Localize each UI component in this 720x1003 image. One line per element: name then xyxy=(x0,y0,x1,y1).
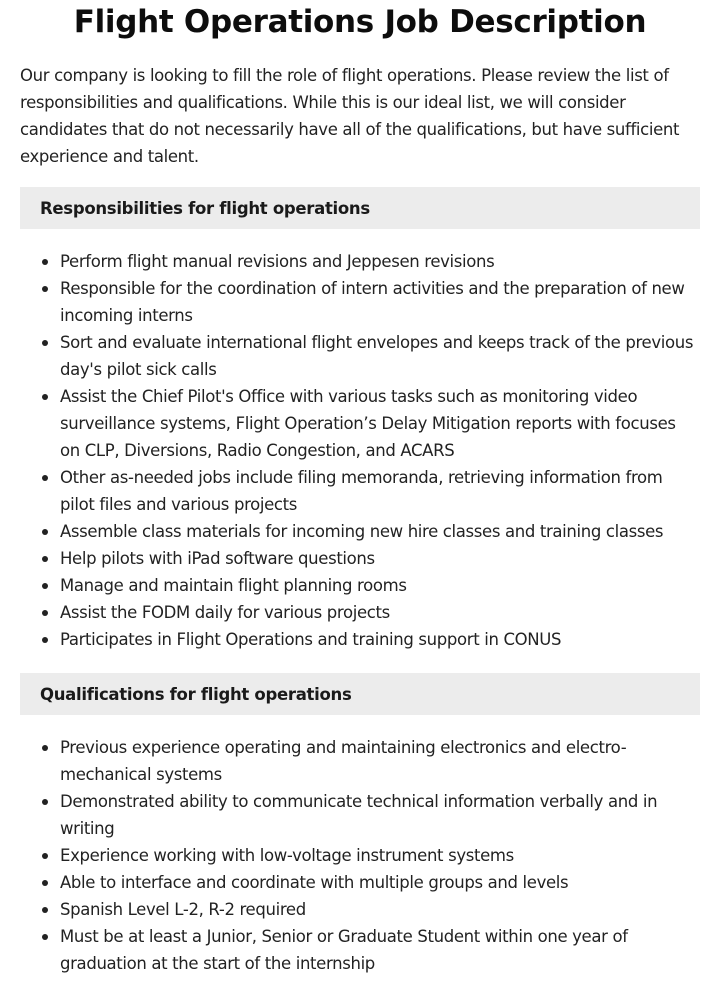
list-item: Participates in Flight Operations and training support in CONUS xyxy=(60,626,700,653)
list-item: Assemble class materials for incoming new hire classes and training classes xyxy=(60,518,700,545)
list-item: Previous experience operating and maintaining electronics and electro-mechanical systems xyxy=(60,734,700,788)
page-title: Flight Operations Job Description xyxy=(73,4,647,40)
list-item: Help pilots with iPad software questions xyxy=(60,545,700,572)
list-item: Assist the FODM daily for various projects xyxy=(60,599,700,626)
list-item: Manage and maintain flight planning rooms xyxy=(60,572,700,599)
list-item: Experience working with low-voltage instrument systems xyxy=(60,842,700,869)
responsibilities-heading: Responsibilities for flight operations xyxy=(20,187,700,229)
responsibilities-list xyxy=(20,248,700,653)
list-item: Responsible for the coordination of intern activities and the preparation of new incoming interns xyxy=(60,275,700,329)
intro-paragraph: Our company is looking to fill the role of flight operations. Please review the list of responsibilities and qualifications. While this is our ideal list, we will consider candidates that do not necessarily have all of the qualifications, but have sufficient experience and talent. xyxy=(20,66,680,166)
list-item: Spanish Level L-2, R-2 required xyxy=(60,896,700,923)
qualifications-list xyxy=(20,734,700,977)
list-item: Demonstrated ability to communicate technical information verbally and in writing xyxy=(60,788,700,842)
list-item: Perform flight manual revisions and Jeppesen revisions xyxy=(60,248,700,275)
list-item: Other as-needed jobs include filing memoranda, retrieving information from pilot files and various projects xyxy=(60,464,700,518)
list-item: Must be at least a Junior, Senior or Graduate Student within one year of graduation at the start of the internship xyxy=(60,923,700,977)
list-item: Sort and evaluate international flight envelopes and keeps track of the previous day's pilot sick calls xyxy=(60,329,700,383)
list-item: Able to interface and coordinate with multiple groups and levels xyxy=(60,869,700,896)
list-item: Assist the Chief Pilot's Office with various tasks such as monitoring video surveillance systems, Flight Operation’s Delay Mitigation reports with focuses on CLP, Diversions, Radio Congestion, and ACARS xyxy=(60,383,700,464)
qualifications-heading: Qualifications for flight operations xyxy=(20,673,700,715)
